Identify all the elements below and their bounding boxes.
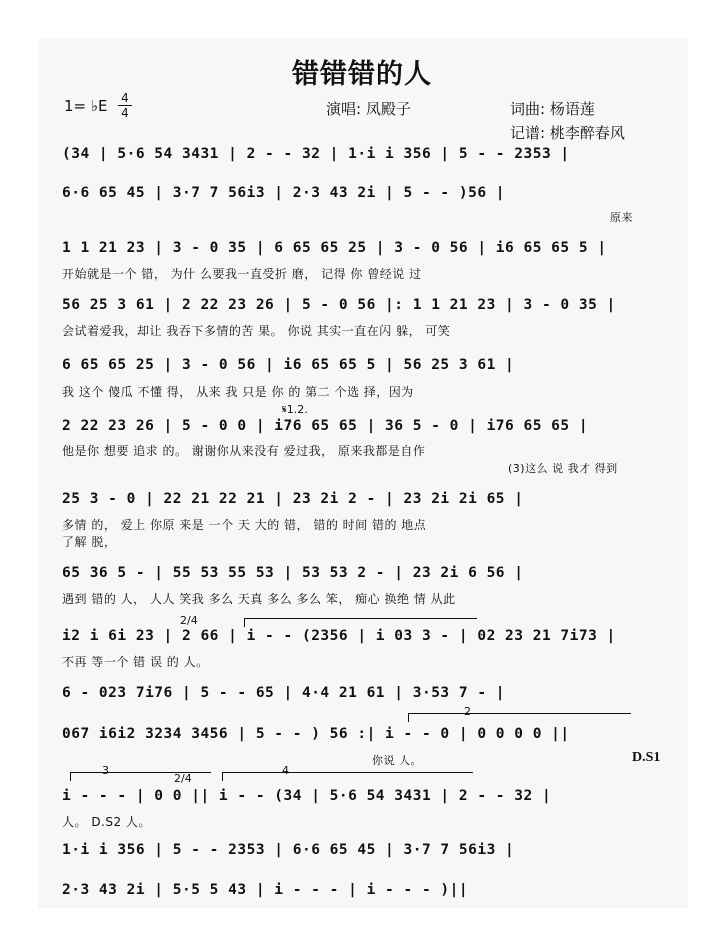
page-title: 错错错的人 [292, 59, 432, 90]
score-line-8: 65 36 5 - | 55 53 55 53 | 53 53 2 - | 23 2i 6 56 | [62, 565, 524, 581]
lyric-line-4: 会试着爱我，却让 我吞下多情的苦 果。 你说 其实一直在闪 躲， 可笑 [62, 324, 451, 338]
score-line-10: 6 - 023 7i76 | 5 - - 65 | 4·4 21 61 | 3·53 7 - | [62, 685, 506, 701]
score-line-14: 2·3 43 2i | 5·5 5 43 | i - - - | i - - - )|| [62, 882, 469, 898]
lyric-line-2: 原来 [610, 211, 633, 224]
lyric-line-3: 开始就是一个 错， 为什 么要我一直受折 磨， 记得 你 曾经说 过 [62, 267, 422, 281]
volta-number-4: 4 [282, 764, 289, 777]
transcriber-credit: 记谱: 桃李醉春风 [510, 124, 625, 142]
lyric-line-12: 人。 D.S2 人。 [62, 815, 151, 829]
score-line-5: 6 65 65 25 | 3 - 0 56 | i6 65 65 5 | 56 25 3 61 | [62, 357, 515, 373]
singer-credit: 演唱: 凤殿子 [326, 100, 411, 118]
lyric-line-7: 多情 的， 爱上 你原 来是 一个 天 大的 错， 错的 时间 错的 地点 [62, 518, 427, 532]
score-line-12: i - - - | 0 0 || i - - (34 | 5·6 54 3431 | 2 - - 32 | [62, 788, 552, 804]
time-signature [118, 92, 132, 119]
volta-number-3: 3 [102, 764, 109, 777]
lyric-line-5: 我 这个 傻瓜 不懂 得， 从来 我 只是 你 的 第二 个选 择，因为 [62, 385, 414, 399]
score-line-6: 2 22 23 26 | 5 - 0 0 | i76 65 65 | 36 5 - 0 | i76 65 65 | [62, 418, 589, 434]
score-line-11: 067 i6i2 3234 3456 | 5 - - ) 56 :| i - - 0 | 0 0 0 0 || [62, 726, 570, 742]
time-signature-bottom: 4 [121, 106, 129, 120]
score-line-13: 1·i i 356 | 5 - - 2353 | 6·6 65 45 | 3·7 7 56i3 | [62, 842, 515, 858]
key-signature: 1= ♭E [64, 97, 108, 115]
time-signature-change: 2/4 [180, 614, 198, 627]
lyric-line-7b: 了解 脱， [62, 535, 117, 549]
volta-number-2: 2 [464, 705, 471, 718]
lyric-line-6b: (3)这么 说 我才 得到 [508, 462, 618, 475]
lyricist-credit: 词曲: 杨语莲 [510, 100, 595, 118]
score-line-4: 56 25 3 61 | 2 22 23 26 | 5 - 0 56 |: 1 1 21 23 | 3 - 0 35 | [62, 297, 616, 313]
lyric-line-6: 他是你 想要 追求 的。 谢谢你从来没有 爱过我， 原来我都是自作 [62, 444, 426, 458]
time-signature-top: 4 [121, 91, 129, 105]
lyric-line-8: 遇到 错的 人， 人人 笑我 多么 天真 多么 多么 笨， 痴心 换绝 情 从此 [62, 592, 456, 606]
score-line-7: 25 3 - 0 | 22 21 22 21 | 23 2i 2 - | 23 2i 2i 65 | [62, 491, 524, 507]
ds-mark: D.S1 [632, 750, 661, 765]
volta-bracket-4 [222, 772, 473, 781]
lyric-line-9: 不再 等一个 错 误 的 人。 [62, 655, 209, 669]
volta-bracket-2 [408, 713, 631, 722]
lyric-line-11: 你说 人。 [372, 754, 422, 767]
score-line-2: 6·6 65 45 | 3·7 7 56i3 | 2·3 43 2i | 5 - - )56 | [62, 185, 506, 201]
segno-mark: 𝄋1.2. [282, 403, 308, 416]
volta-bracket [244, 618, 477, 627]
score-line-9: i2 i 6i 23 | 2 66 | i - - (2356 | i 03 3 - | 02 23 21 7i73 | [62, 628, 616, 644]
score-line-1: (34 | 5·6 54 3431 | 2 - - 32 | 1·i i 356 | 5 - - 2353 | [62, 146, 570, 162]
time-signature-change-2: 2/4 [174, 772, 192, 785]
score-line-3: 1 1 21 23 | 3 - 0 35 | 6 65 65 25 | 3 - 0 56 | i6 65 65 5 | [62, 240, 607, 256]
